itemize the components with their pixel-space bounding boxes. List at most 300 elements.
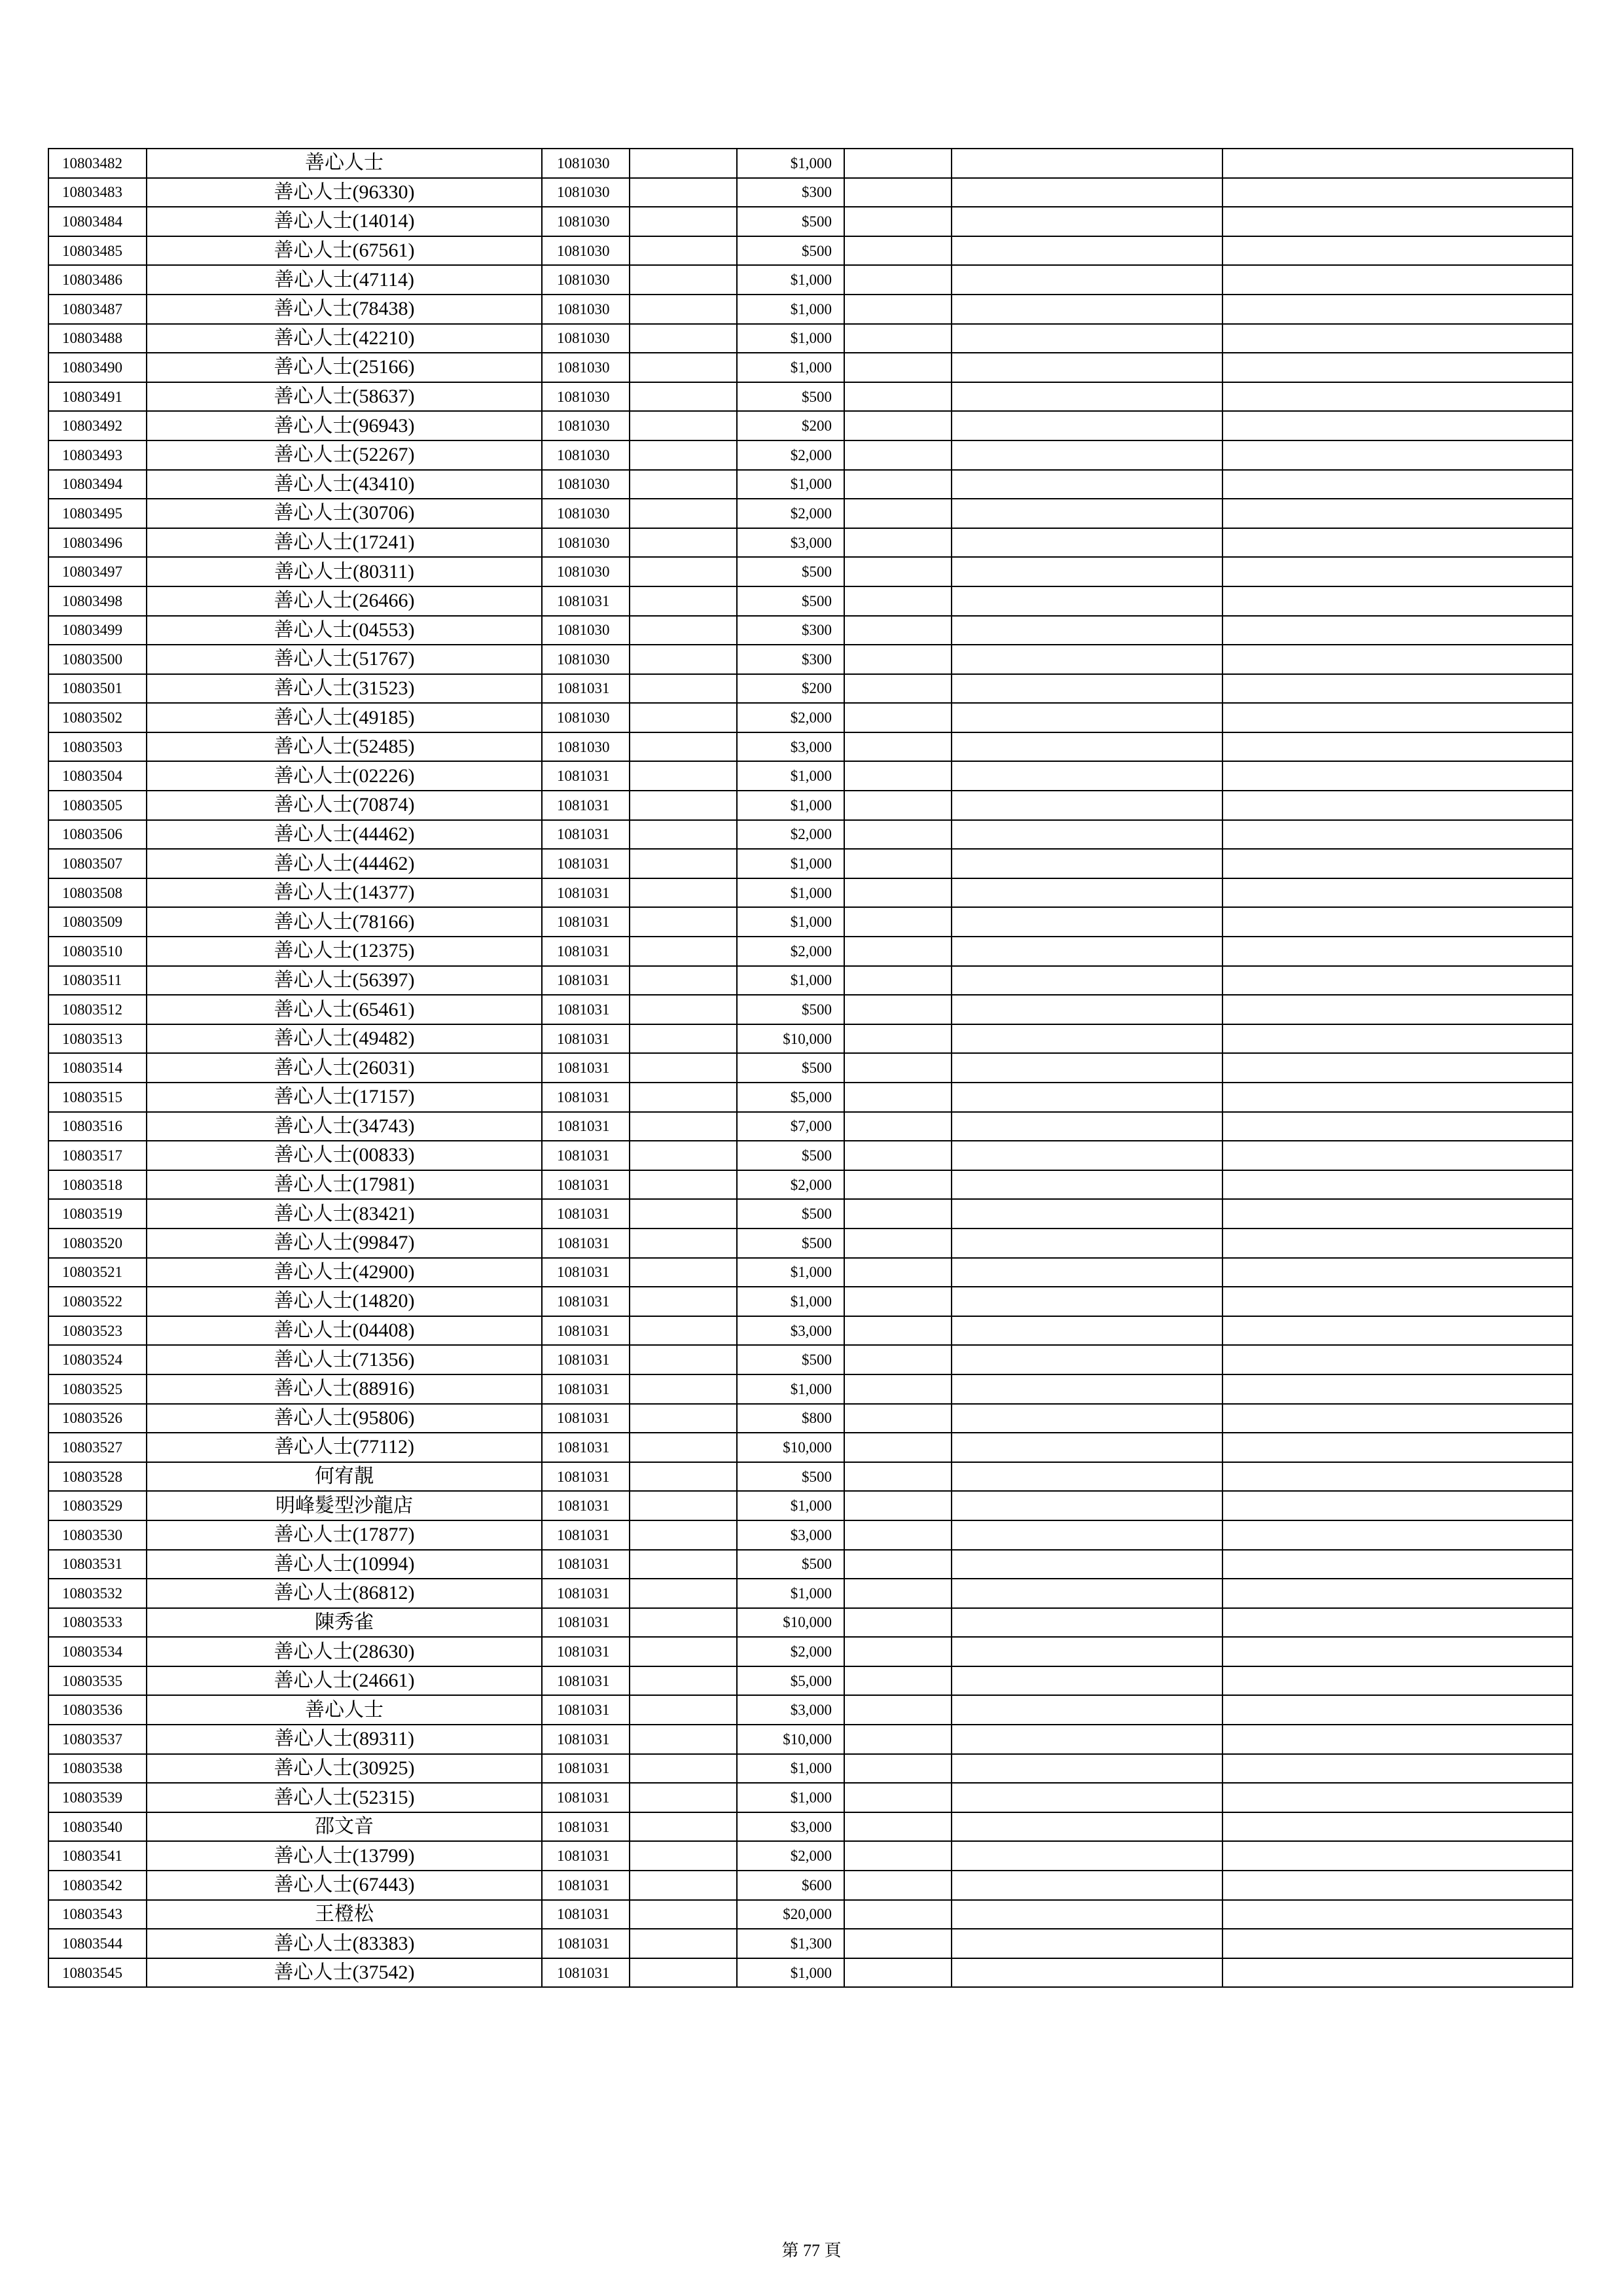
blank-cell <box>1222 937 1573 966</box>
table-row <box>48 907 1573 937</box>
donation-date-cell: 1081031 <box>542 1170 630 1200</box>
table-row <box>48 1462 1573 1492</box>
amount-cell: $600 <box>737 1871 844 1900</box>
amount-cell: $2,000 <box>737 440 844 470</box>
blank-cell <box>1222 353 1573 382</box>
blank-cell <box>1222 1871 1573 1900</box>
donor-name-cell: 善心人士(10994) <box>147 1550 542 1579</box>
receipt-number-cell: 10803532 <box>48 1579 147 1608</box>
blank-cell <box>1222 528 1573 558</box>
receipt-number-cell: 10803511 <box>48 966 147 996</box>
table-row <box>48 236 1573 266</box>
table-row <box>48 1958 1573 1988</box>
blank-cell <box>952 149 1222 178</box>
blank-cell <box>1222 820 1573 850</box>
donation-date-cell: 1081030 <box>542 499 630 528</box>
donor-name-cell: 善心人士(71356) <box>147 1345 542 1374</box>
blank-cell <box>844 1053 952 1083</box>
blank-cell <box>952 820 1222 850</box>
receipt-number-cell: 10803487 <box>48 295 147 324</box>
blank-cell <box>844 528 952 558</box>
blank-cell <box>952 1871 1222 1900</box>
donor-name-cell: 善心人士(52485) <box>147 732 542 762</box>
blank-cell <box>1222 1783 1573 1812</box>
donor-name-cell: 善心人士(78438) <box>147 295 542 324</box>
donation-date-cell: 1081031 <box>542 1579 630 1608</box>
blank-cell <box>1222 907 1573 937</box>
blank-cell <box>952 1783 1222 1812</box>
blank-cell <box>952 1958 1222 1988</box>
blank-cell <box>1222 703 1573 732</box>
blank-cell <box>844 849 952 878</box>
donation-date-cell: 1081031 <box>542 1462 630 1492</box>
blank-cell <box>952 353 1222 382</box>
donor-name-cell: 善心人士(86812) <box>147 1579 542 1608</box>
blank-cell <box>630 761 737 791</box>
donor-name-cell: 明峰髮型沙龍店 <box>147 1491 542 1520</box>
blank-cell <box>952 586 1222 616</box>
blank-cell <box>630 849 737 878</box>
blank-cell <box>1222 1112 1573 1141</box>
receipt-number-cell: 10803500 <box>48 645 147 674</box>
amount-cell: $1,000 <box>737 470 844 499</box>
donor-name-cell: 善心人士(04408) <box>147 1316 542 1346</box>
donor-name-cell: 善心人士(67443) <box>147 1871 542 1900</box>
blank-cell <box>952 440 1222 470</box>
amount-cell: $1,000 <box>737 791 844 820</box>
blank-cell <box>1222 1550 1573 1579</box>
donation-date-cell: 1081031 <box>542 937 630 966</box>
amount-cell: $1,000 <box>737 966 844 996</box>
donation-date-cell: 1081031 <box>542 1141 630 1170</box>
receipt-number-cell: 10803502 <box>48 703 147 732</box>
blank-cell <box>1222 1520 1573 1550</box>
donor-name-cell: 善心人士(04553) <box>147 616 542 645</box>
donor-name-cell: 何宥靚 <box>147 1462 542 1492</box>
blank-cell <box>630 470 737 499</box>
donor-name-cell: 善心人士(78166) <box>147 907 542 937</box>
amount-cell: $1,000 <box>737 1754 844 1784</box>
donation-date-cell: 1081031 <box>542 1491 630 1520</box>
donor-name-cell: 善心人士(24661) <box>147 1666 542 1696</box>
table-row <box>48 1404 1573 1433</box>
donation-date-cell: 1081030 <box>542 557 630 586</box>
receipt-number-cell: 10803538 <box>48 1754 147 1784</box>
blank-cell <box>1222 1229 1573 1258</box>
blank-cell <box>630 324 737 353</box>
blank-cell <box>952 849 1222 878</box>
table-row <box>48 1374 1573 1404</box>
blank-cell <box>1222 440 1573 470</box>
receipt-number-cell: 10803520 <box>48 1229 147 1258</box>
blank-cell <box>1222 1404 1573 1433</box>
blank-cell <box>1222 1024 1573 1054</box>
blank-cell <box>630 1083 737 1112</box>
receipt-number-cell: 10803515 <box>48 1083 147 1112</box>
blank-cell <box>952 1841 1222 1871</box>
donation-date-cell: 1081031 <box>542 761 630 791</box>
blank-cell <box>630 557 737 586</box>
receipt-number-cell: 10803497 <box>48 557 147 586</box>
table-row <box>48 1083 1573 1112</box>
blank-cell <box>1222 1637 1573 1666</box>
amount-cell: $500 <box>737 1462 844 1492</box>
blank-cell <box>844 1287 952 1316</box>
donor-name-cell: 善心人士(13799) <box>147 1841 542 1871</box>
receipt-number-cell: 10803503 <box>48 732 147 762</box>
blank-cell <box>1222 265 1573 295</box>
donation-date-cell: 1081031 <box>542 1695 630 1725</box>
amount-cell: $20,000 <box>737 1900 844 1929</box>
blank-cell <box>1222 207 1573 236</box>
blank-cell <box>952 1929 1222 1958</box>
receipt-number-cell: 10803508 <box>48 878 147 908</box>
blank-cell <box>844 732 952 762</box>
donor-name-cell: 善心人士(47114) <box>147 265 542 295</box>
blank-cell <box>952 1637 1222 1666</box>
donation-date-cell: 1081030 <box>542 382 630 412</box>
table-row <box>48 1695 1573 1725</box>
blank-cell <box>952 324 1222 353</box>
donor-name-cell: 善心人士(44462) <box>147 820 542 850</box>
receipt-number-cell: 10803495 <box>48 499 147 528</box>
blank-cell <box>952 178 1222 207</box>
blank-cell <box>952 295 1222 324</box>
blank-cell <box>844 1841 952 1871</box>
donor-name-cell: 善心人士(65461) <box>147 995 542 1024</box>
blank-cell <box>844 470 952 499</box>
blank-cell <box>844 761 952 791</box>
blank-cell <box>630 178 737 207</box>
blank-cell <box>952 674 1222 704</box>
amount-cell: $1,000 <box>737 1579 844 1608</box>
blank-cell <box>630 1345 737 1374</box>
blank-cell <box>844 995 952 1024</box>
table-row <box>48 470 1573 499</box>
donation-date-cell: 1081031 <box>542 1024 630 1054</box>
blank-cell <box>844 1345 952 1374</box>
blank-cell <box>630 1900 737 1929</box>
donation-date-cell: 1081031 <box>542 1199 630 1229</box>
blank-cell <box>844 820 952 850</box>
table-row <box>48 1754 1573 1784</box>
blank-cell <box>844 149 952 178</box>
blank-cell <box>844 1666 952 1696</box>
blank-cell <box>630 1812 737 1842</box>
amount-cell: $10,000 <box>737 1608 844 1638</box>
donor-name-cell: 善心人士(80311) <box>147 557 542 586</box>
blank-cell <box>952 791 1222 820</box>
amount-cell: $200 <box>737 674 844 704</box>
blank-cell <box>844 791 952 820</box>
amount-cell: $3,000 <box>737 1316 844 1346</box>
blank-cell <box>630 1608 737 1638</box>
blank-cell <box>1222 1462 1573 1492</box>
donor-name-cell: 善心人士(17157) <box>147 1083 542 1112</box>
donation-date-cell: 1081030 <box>542 149 630 178</box>
amount-cell: $500 <box>737 1141 844 1170</box>
amount-cell: $500 <box>737 236 844 266</box>
donor-name-cell: 善心人士(43410) <box>147 470 542 499</box>
donation-date-cell: 1081031 <box>542 1053 630 1083</box>
table-row <box>48 703 1573 732</box>
donation-date-cell: 1081031 <box>542 1112 630 1141</box>
donor-name-cell: 善心人士(26031) <box>147 1053 542 1083</box>
blank-cell <box>630 1550 737 1579</box>
blank-cell <box>1222 1345 1573 1374</box>
donation-date-cell: 1081031 <box>542 1550 630 1579</box>
amount-cell: $1,300 <box>737 1929 844 1958</box>
blank-cell <box>844 1608 952 1638</box>
blank-cell <box>844 1871 952 1900</box>
amount-cell: $1,000 <box>737 1287 844 1316</box>
blank-cell <box>844 411 952 440</box>
blank-cell <box>844 1491 952 1520</box>
donation-date-cell: 1081031 <box>542 1754 630 1784</box>
amount-cell: $500 <box>737 1550 844 1579</box>
blank-cell <box>844 1258 952 1287</box>
blank-cell <box>630 966 737 996</box>
blank-cell <box>952 878 1222 908</box>
table-row <box>48 528 1573 558</box>
blank-cell <box>844 1929 952 1958</box>
donation-date-cell: 1081030 <box>542 703 630 732</box>
amount-cell: $2,000 <box>737 1170 844 1200</box>
table-row <box>48 1112 1573 1141</box>
donor-name-cell: 善心人士(51767) <box>147 645 542 674</box>
amount-cell: $2,000 <box>737 499 844 528</box>
receipt-number-cell: 10803510 <box>48 937 147 966</box>
amount-cell: $5,000 <box>737 1666 844 1696</box>
page-number: 第 77 頁 <box>781 2241 842 2260</box>
donor-name-cell: 善心人士(12375) <box>147 937 542 966</box>
blank-cell <box>952 1491 1222 1520</box>
blank-cell <box>1222 1695 1573 1725</box>
donor-name-cell: 善心人士(96330) <box>147 178 542 207</box>
table-row <box>48 1579 1573 1608</box>
receipt-number-cell: 10803482 <box>48 149 147 178</box>
blank-cell <box>630 1170 737 1200</box>
blank-cell <box>630 207 737 236</box>
table-row <box>48 207 1573 236</box>
blank-cell <box>952 1229 1222 1258</box>
donor-name-cell: 善心人士(30706) <box>147 499 542 528</box>
blank-cell <box>630 1666 737 1696</box>
blank-cell <box>952 966 1222 996</box>
table-row <box>48 674 1573 704</box>
donation-date-cell: 1081031 <box>542 1783 630 1812</box>
blank-cell <box>844 674 952 704</box>
table-row <box>48 878 1573 908</box>
blank-cell <box>630 499 737 528</box>
blank-cell <box>630 1433 737 1462</box>
blank-cell <box>630 1929 737 1958</box>
donor-name-cell: 善心人士(96943) <box>147 411 542 440</box>
blank-cell <box>630 1958 737 1988</box>
blank-cell <box>630 1520 737 1550</box>
amount-cell: $800 <box>737 1404 844 1433</box>
table-row <box>48 1316 1573 1346</box>
blank-cell <box>952 1258 1222 1287</box>
blank-cell <box>952 1666 1222 1696</box>
donation-date-cell: 1081030 <box>542 732 630 762</box>
blank-cell <box>952 761 1222 791</box>
donor-name-cell: 善心人士(83383) <box>147 1929 542 1958</box>
amount-cell: $500 <box>737 207 844 236</box>
amount-cell: $500 <box>737 1199 844 1229</box>
donor-name-cell: 善心人士(26466) <box>147 586 542 616</box>
donation-date-cell: 1081031 <box>542 1404 630 1433</box>
donation-date-cell: 1081030 <box>542 178 630 207</box>
table-row <box>48 1258 1573 1287</box>
blank-cell <box>630 265 737 295</box>
table-row <box>48 353 1573 382</box>
blank-cell <box>844 966 952 996</box>
donation-date-cell: 1081031 <box>542 1345 630 1374</box>
blank-cell <box>844 178 952 207</box>
amount-cell: $5,000 <box>737 1083 844 1112</box>
donor-name-cell: 善心人士(14014) <box>147 207 542 236</box>
blank-cell <box>952 1141 1222 1170</box>
amount-cell: $1,000 <box>737 1783 844 1812</box>
blank-cell <box>630 1841 737 1871</box>
blank-cell <box>1222 1579 1573 1608</box>
receipt-number-cell: 10803491 <box>48 382 147 412</box>
blank-cell <box>844 382 952 412</box>
blank-cell <box>1222 586 1573 616</box>
receipt-number-cell: 10803483 <box>48 178 147 207</box>
amount-cell: $2,000 <box>737 1637 844 1666</box>
blank-cell <box>952 470 1222 499</box>
blank-cell <box>1222 1141 1573 1170</box>
blank-cell <box>630 732 737 762</box>
blank-cell <box>844 907 952 937</box>
blank-cell <box>844 586 952 616</box>
donor-name-cell: 善心人士(31523) <box>147 674 542 704</box>
receipt-number-cell: 10803493 <box>48 440 147 470</box>
blank-cell <box>952 382 1222 412</box>
amount-cell: $2,000 <box>737 937 844 966</box>
receipt-number-cell: 10803499 <box>48 616 147 645</box>
amount-cell: $500 <box>737 382 844 412</box>
receipt-number-cell: 10803496 <box>48 528 147 558</box>
donor-name-cell: 善心人士(70874) <box>147 791 542 820</box>
donation-date-cell: 1081031 <box>542 1929 630 1958</box>
receipt-number-cell: 10803504 <box>48 761 147 791</box>
donation-date-cell: 1081031 <box>542 1666 630 1696</box>
amount-cell: $500 <box>737 557 844 586</box>
table-row <box>48 1783 1573 1812</box>
donor-name-cell: 善心人士(14377) <box>147 878 542 908</box>
blank-cell <box>844 1462 952 1492</box>
table-row <box>48 1520 1573 1550</box>
blank-cell <box>1222 645 1573 674</box>
blank-cell <box>952 1024 1222 1054</box>
table-row <box>48 1287 1573 1316</box>
donation-date-cell: 1081031 <box>542 1374 630 1404</box>
donation-date-cell: 1081031 <box>542 1520 630 1550</box>
table-row <box>48 966 1573 996</box>
donor-name-cell: 善心人士 <box>147 149 542 178</box>
blank-cell <box>1222 1258 1573 1287</box>
blank-cell <box>1222 1958 1573 1988</box>
blank-cell <box>844 703 952 732</box>
blank-cell <box>844 499 952 528</box>
donation-date-cell: 1081030 <box>542 353 630 382</box>
donor-name-cell: 善心人士(58637) <box>147 382 542 412</box>
blank-cell <box>952 1579 1222 1608</box>
blank-cell <box>952 265 1222 295</box>
receipt-number-cell: 10803490 <box>48 353 147 382</box>
blank-cell <box>952 236 1222 266</box>
receipt-number-cell: 10803523 <box>48 1316 147 1346</box>
table-row <box>48 1433 1573 1462</box>
amount-cell: $500 <box>737 1053 844 1083</box>
blank-cell <box>1222 1083 1573 1112</box>
amount-cell: $2,000 <box>737 820 844 850</box>
donation-date-cell: 1081031 <box>542 966 630 996</box>
blank-cell <box>630 1199 737 1229</box>
receipt-number-cell: 10803484 <box>48 207 147 236</box>
amount-cell: $1,000 <box>737 907 844 937</box>
blank-cell <box>952 703 1222 732</box>
receipt-number-cell: 10803539 <box>48 1783 147 1812</box>
amount-cell: $500 <box>737 1345 844 1374</box>
blank-cell <box>1222 995 1573 1024</box>
blank-cell <box>630 1725 737 1754</box>
blank-cell <box>630 1258 737 1287</box>
blank-cell <box>630 1462 737 1492</box>
blank-cell <box>1222 674 1573 704</box>
donation-date-cell: 1081030 <box>542 616 630 645</box>
blank-cell <box>952 1316 1222 1346</box>
donor-name-cell: 善心人士(99847) <box>147 1229 542 1258</box>
blank-cell <box>630 1783 737 1812</box>
blank-cell <box>952 1083 1222 1112</box>
donation-date-cell: 1081030 <box>542 207 630 236</box>
blank-cell <box>844 1783 952 1812</box>
table-row <box>48 1637 1573 1666</box>
blank-cell <box>844 1141 952 1170</box>
blank-cell <box>630 1579 737 1608</box>
table-row <box>48 1141 1573 1170</box>
donor-name-cell: 善心人士(49482) <box>147 1024 542 1054</box>
amount-cell: $1,000 <box>737 265 844 295</box>
table-row <box>48 1900 1573 1929</box>
donation-date-cell: 1081031 <box>542 1812 630 1842</box>
amount-cell: $2,000 <box>737 703 844 732</box>
blank-cell <box>952 1170 1222 1200</box>
blank-cell <box>844 1754 952 1784</box>
blank-cell <box>952 1812 1222 1842</box>
blank-cell <box>630 440 737 470</box>
receipt-number-cell: 10803545 <box>48 1958 147 1988</box>
table-row <box>48 1812 1573 1842</box>
receipt-number-cell: 10803513 <box>48 1024 147 1054</box>
donation-date-cell: 1081031 <box>542 1083 630 1112</box>
blank-cell <box>952 499 1222 528</box>
table-row <box>48 1229 1573 1258</box>
blank-cell <box>844 1725 952 1754</box>
donor-name-cell: 善心人士(17241) <box>147 528 542 558</box>
blank-cell <box>630 1112 737 1141</box>
blank-cell <box>1222 324 1573 353</box>
donation-ledger-table <box>48 148 1573 1988</box>
blank-cell <box>844 1520 952 1550</box>
receipt-number-cell: 10803505 <box>48 791 147 820</box>
donor-name-cell: 善心人士(83421) <box>147 1199 542 1229</box>
receipt-number-cell: 10803535 <box>48 1666 147 1696</box>
